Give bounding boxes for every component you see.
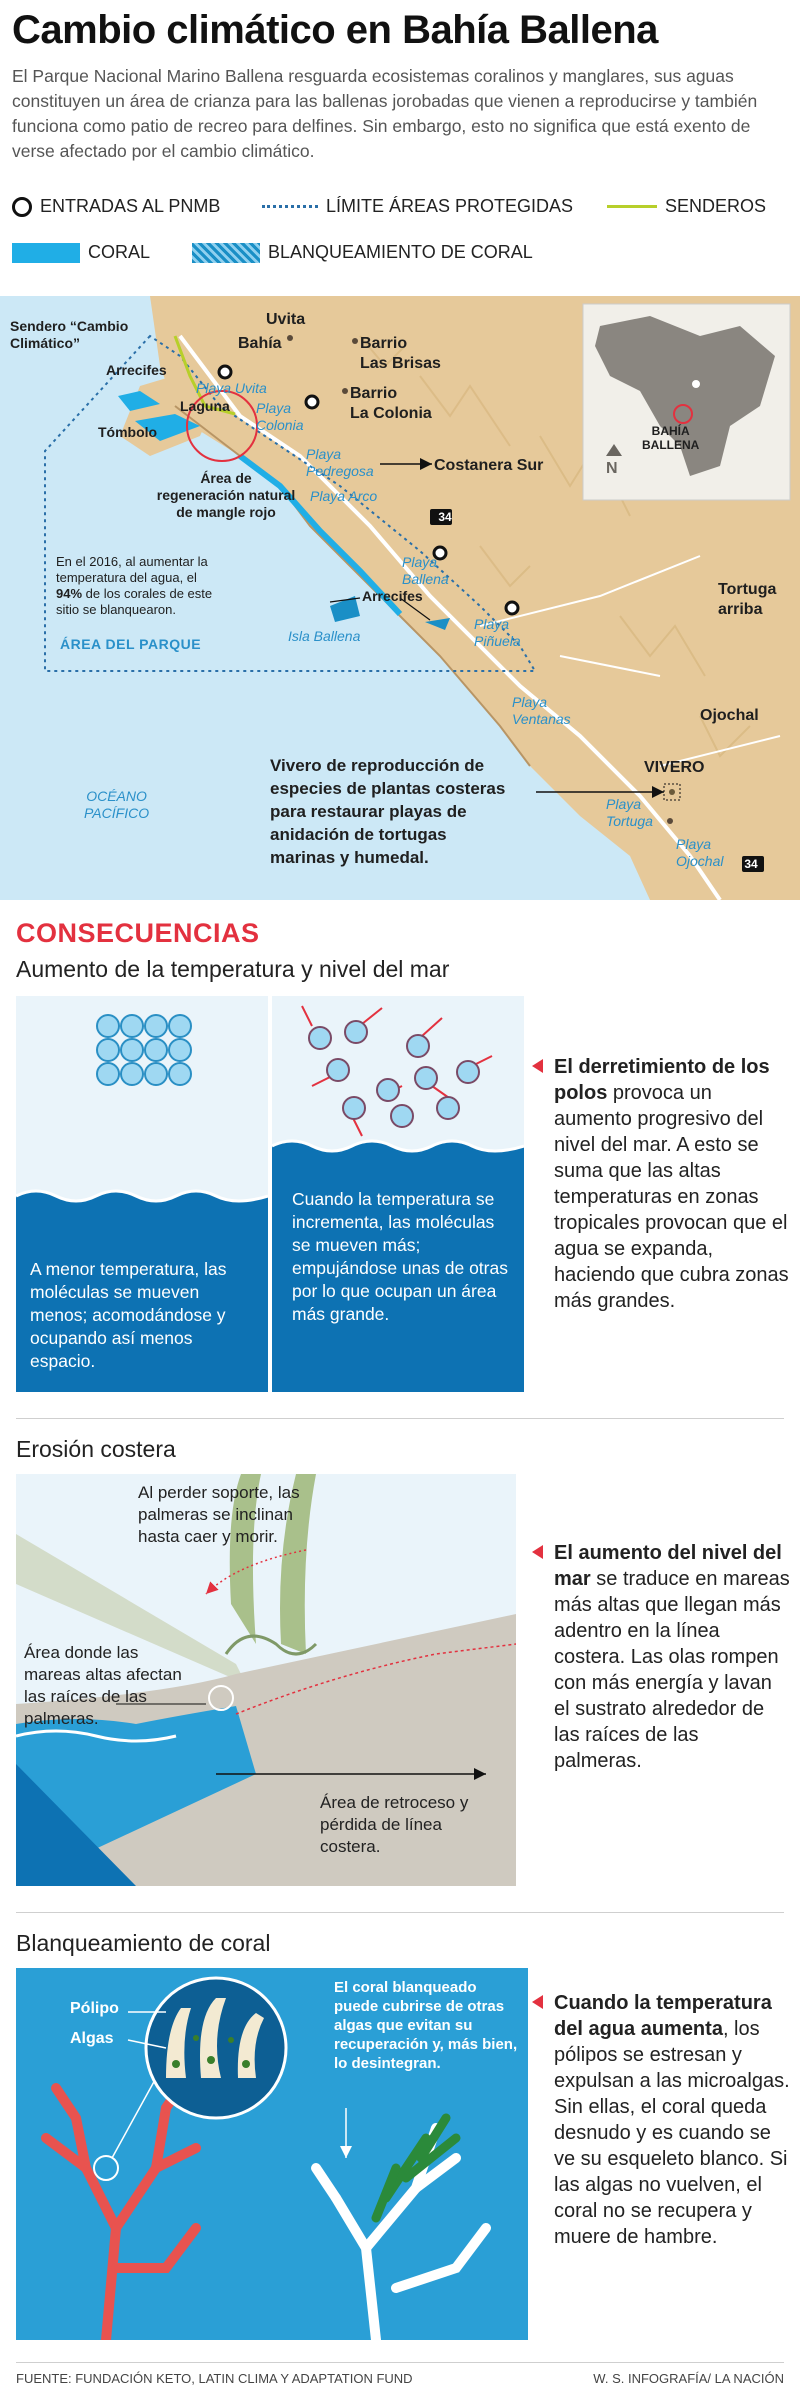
map-label-playa-ballena: Playa Ballena bbox=[402, 554, 449, 587]
map-label-vivero: VIVERO bbox=[644, 759, 705, 776]
intro-text: El Parque Nacional Marino Ballena resguarda ecosistemas coralinos y manglares, sus aguas constituyen un área de crianza para las ballenas jorobadas que vienen a reproducirse y también funciona como patio de recreo para delfines. Sin embargo, esto no significa que está exento de verse afectado por el cambio climático. bbox=[12, 66, 758, 161]
map-label-barrio-colonia: Barrio La Colonia bbox=[350, 385, 432, 422]
map-label-uvita: Uvita bbox=[266, 311, 306, 328]
panel-coral bbox=[16, 1968, 528, 2340]
route-34-label: 34 bbox=[438, 510, 452, 524]
panel-erosion bbox=[16, 1474, 516, 1886]
page-title: Cambio climático en Bahía Ballena bbox=[12, 8, 658, 52]
footer-source: FUENTE: FUNDACIÓN KETO, LATIN CLIMA Y ADAPTATION FUND bbox=[16, 2371, 413, 2386]
legend-limite bbox=[262, 196, 573, 217]
panel-low-temp-text: A menor temperatura, las moléculas se mueven menos; acomodándose y ocupando así menos espacio. bbox=[30, 1259, 227, 1371]
map-label-tortuga-arriba: Tortuga arriba bbox=[718, 581, 777, 618]
north-label: N bbox=[606, 460, 618, 477]
sec2-body-bold: El aumento del nivel del mar bbox=[554, 1542, 782, 1590]
map-label-tombolo: Tómbolo bbox=[98, 424, 158, 440]
label-mareas: Área donde las mareas altas afectan las raíces de las palmeras. bbox=[24, 1643, 182, 1728]
inset-label: BAHÍA BALLENA bbox=[642, 424, 700, 452]
bleached-coral-swatch-icon bbox=[192, 243, 260, 263]
map-label-playa-uvita: Playa Uvita bbox=[196, 380, 267, 396]
footer-credit: W. S. INFOGRAFÍA/ LA NACIÓN bbox=[593, 2371, 784, 2386]
legend-blanqueamiento-label: BLANQUEAMIENTO DE CORAL bbox=[268, 242, 533, 262]
map-note-pre: En el 2016, al aumentar la temperatura del agua, el bbox=[56, 554, 208, 585]
map-label-playa-ventanas: Playa Ventanas bbox=[512, 694, 571, 727]
legend-blanqueamiento bbox=[192, 242, 533, 263]
footer bbox=[0, 2362, 800, 2390]
map-label-playa-colonia: Playa Colonia bbox=[256, 400, 304, 433]
boundary-line-icon bbox=[262, 205, 318, 208]
map-label-sendero: Sendero “Cambio Climático” bbox=[10, 318, 129, 351]
map-label-playa-pinuela: Playa Piñuela bbox=[474, 616, 521, 649]
label-retroceso: Área de retroceso y pérdida de línea costera. bbox=[320, 1793, 469, 1856]
section-consecuencias: CONSECUENCIAS bbox=[16, 918, 260, 948]
sec3-heading: Blanqueamiento de coral bbox=[16, 1930, 271, 1956]
coral-swatch-icon bbox=[12, 243, 80, 263]
sec3-body-rest: , los pólipos se estresan y expulsan a las microalgas. Sin ellas, el coral queda desnudo y es cuando se ve su esqueleto blanco. Si las algas no vuelven, el coral no se recupera y muere de hambre. bbox=[554, 2018, 790, 2248]
legend-senderos-label: SENDEROS bbox=[665, 196, 767, 216]
panel-low-temp bbox=[16, 996, 268, 1392]
magnifier-circle bbox=[94, 2156, 118, 2180]
legend-entradas bbox=[12, 196, 220, 217]
trail-line-icon bbox=[607, 205, 657, 208]
map-label-ojochal: Ojochal bbox=[700, 707, 759, 724]
bullet-triangle-icon bbox=[532, 1545, 543, 1559]
sec2-heading: Erosión costera bbox=[16, 1436, 176, 1462]
entrance-icon bbox=[12, 197, 32, 217]
map-label-isla-ballena: Isla Ballena bbox=[288, 628, 361, 644]
bullet-triangle-icon bbox=[532, 1995, 543, 2009]
panel-high-temp bbox=[272, 996, 524, 1392]
sec2-body-rest: se traduce en mareas más altas que llegan más adentro en la línea costera. Las olas rompen con más energía y lavan el sustrato alrededor de las raíces de las palmeras. bbox=[554, 1568, 790, 1772]
panel-high-temp-text: Cuando la temperatura se incrementa, las moléculas se mueven más; empujándose unas de otras por lo que ocupan un área más grande. bbox=[292, 1189, 508, 1324]
legend-limite-label: LÍMITE ÁREAS PROTEGIDAS bbox=[326, 196, 574, 216]
map-label-mangle: Área de regeneración natural de mangle rojo bbox=[156, 470, 296, 520]
legend-entradas-label: ENTRADAS AL PNMB bbox=[40, 196, 221, 216]
label-palmeras: Al perder soporte, las palmeras se inclinan hasta caer y morir. bbox=[138, 1483, 300, 1546]
white-coral bbox=[316, 2128, 486, 2340]
map-label-arrecifes-2: Arrecifes bbox=[362, 588, 423, 604]
sec1-body-bold: El derretimiento de los polos bbox=[554, 1056, 770, 1104]
map-label-oceano: OCÉANO PACÍFICO bbox=[84, 788, 150, 821]
sec1-body bbox=[554, 1054, 790, 1314]
map-note-post: de los corales de este sitio se blanquearon. bbox=[56, 586, 213, 617]
map-label-playa-pedregosa: Playa Pedregosa bbox=[306, 446, 374, 479]
map-label-costanera: Costanera Sur bbox=[434, 457, 544, 474]
map-label-playa-tortuga: Playa Tortuga bbox=[606, 796, 653, 829]
map-label-area-parque: ÁREA DEL PARQUE bbox=[60, 636, 202, 652]
legend-coral bbox=[12, 242, 150, 263]
map-label-playa-arco: Playa Arco bbox=[310, 488, 378, 504]
legend-coral-label: CORAL bbox=[88, 242, 151, 262]
footer-rule bbox=[16, 2362, 784, 2363]
legend-senderos bbox=[607, 196, 766, 217]
map-label-vivero-desc: Vivero de reproducción de especies de plantas costeras para restaurar playas de anidación de tortugas marinas y humedal. bbox=[270, 756, 506, 867]
map-label-barrio-brisas: Barrio Las Brisas bbox=[360, 335, 441, 372]
red-coral bbox=[46, 2078, 196, 2340]
divider-1 bbox=[16, 1418, 784, 1419]
sec2-body bbox=[554, 1540, 790, 1774]
label-blanqueado: El coral blanqueado puede cubrirse de otras algas que evitan su recuperación y, más bien, lo desintegran. bbox=[334, 1979, 518, 2072]
sec1-heading: Aumento de la temperatura y nivel del mar bbox=[16, 956, 450, 982]
label-algas: Algas bbox=[70, 2030, 114, 2047]
map-area bbox=[0, 296, 800, 900]
route-34-label-2: 34 bbox=[744, 857, 758, 871]
map-label-playa-ojochal: Playa Ojochal bbox=[676, 836, 724, 869]
map-note-2016 bbox=[56, 554, 212, 618]
sec3-body-bold: Cuando la temperatura del agua aumenta bbox=[554, 1992, 772, 2040]
map-label-laguna: Laguna bbox=[180, 398, 230, 414]
map-label-bahia: Bahía bbox=[238, 335, 282, 352]
map-note-pct: 94% bbox=[56, 586, 83, 601]
map-label-arrecifes: Arrecifes bbox=[106, 362, 167, 378]
map-legend bbox=[12, 196, 792, 292]
label-polipo: Pólipo bbox=[70, 2000, 119, 2017]
divider-2 bbox=[16, 1912, 784, 1913]
sec1-body-rest: provoca un aumento progresivo del nivel del mar. A esto se suma que las altas temperaturas en zonas tropicales provocan que el agua se expanda, haciendo que cubra zonas más grandes. bbox=[554, 1082, 789, 1312]
sec3-body bbox=[554, 1990, 790, 2250]
bullet-triangle-icon bbox=[532, 1059, 543, 1073]
